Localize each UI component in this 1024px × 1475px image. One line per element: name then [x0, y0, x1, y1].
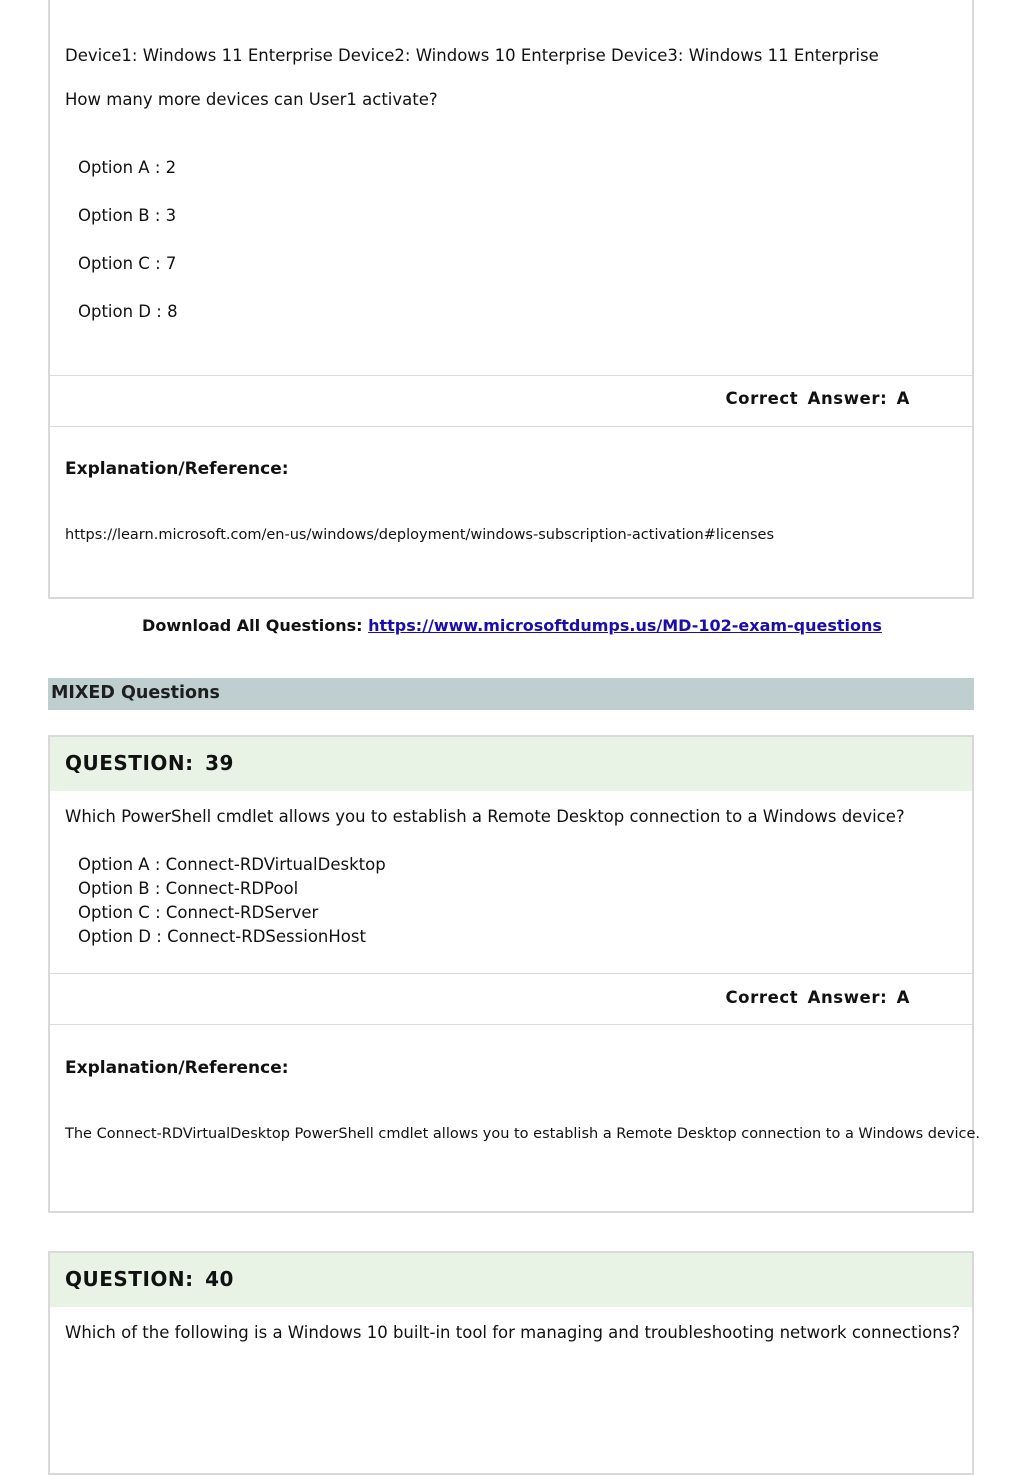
divider — [50, 973, 972, 974]
option-a: Option A : 2 — [78, 158, 177, 177]
question-title: QUESTION: 39 — [65, 751, 234, 775]
option-d: Option D : Connect-RDSessionHost — [78, 927, 366, 946]
correct-answer: Correct Answer: A — [725, 389, 910, 408]
question-card-40 — [48, 1251, 974, 1475]
correct-answer: Correct Answer: A — [725, 988, 910, 1007]
option-b: Option B : 3 — [78, 206, 177, 225]
option-c: Option C : 7 — [78, 254, 177, 273]
explanation-heading: Explanation/Reference: — [65, 459, 289, 479]
reference-text: https://learn.microsoft.com/en-us/windows/deployment/windows-subscription-activation#licenses — [65, 527, 775, 543]
question-title: QUESTION: 40 — [65, 1267, 234, 1291]
question-text: How many more devices can User1 activate? — [65, 90, 438, 109]
question-text: Which PowerShell cmdlet allows you to establish a Remote Desktop connection to a Windows device? — [65, 807, 905, 826]
section-header — [48, 678, 974, 710]
divider — [50, 426, 972, 427]
question-header — [50, 737, 972, 791]
question-card-38 — [48, 0, 974, 599]
option-a: Option A : Connect-RDVirtualDesktop — [78, 855, 386, 874]
section-title: MIXED Questions — [51, 683, 220, 703]
option-b: Option B : Connect-RDPool — [78, 879, 299, 898]
device-list: Device1: Windows 11 Enterprise Device2: Windows 10 Enterprise Device3: Windows 11 Enterprise — [65, 46, 879, 65]
divider — [50, 1024, 972, 1025]
question-card-39 — [48, 735, 981, 1213]
explanation-heading: Explanation/Reference: — [65, 1058, 289, 1078]
download-link[interactable]: https://www.microsoftdumps.us/MD-102-exam-questions — [368, 616, 882, 635]
option-c: Option C : Connect-RDServer — [78, 903, 319, 922]
question-text: Which of the following is a Windows 10 built-in tool for managing and troubleshooting network connections? — [65, 1323, 961, 1342]
option-d: Option D : 8 — [78, 302, 178, 321]
question-header — [50, 1253, 972, 1307]
divider — [50, 375, 972, 376]
download-line — [0, 616, 1024, 635]
download-label: Download All Questions: — [142, 616, 363, 635]
reference-text: The Connect-RDVirtualDesktop PowerShell cmdlet allows you to establish a Remote Desktop connection to a Windows device. — [65, 1126, 981, 1142]
